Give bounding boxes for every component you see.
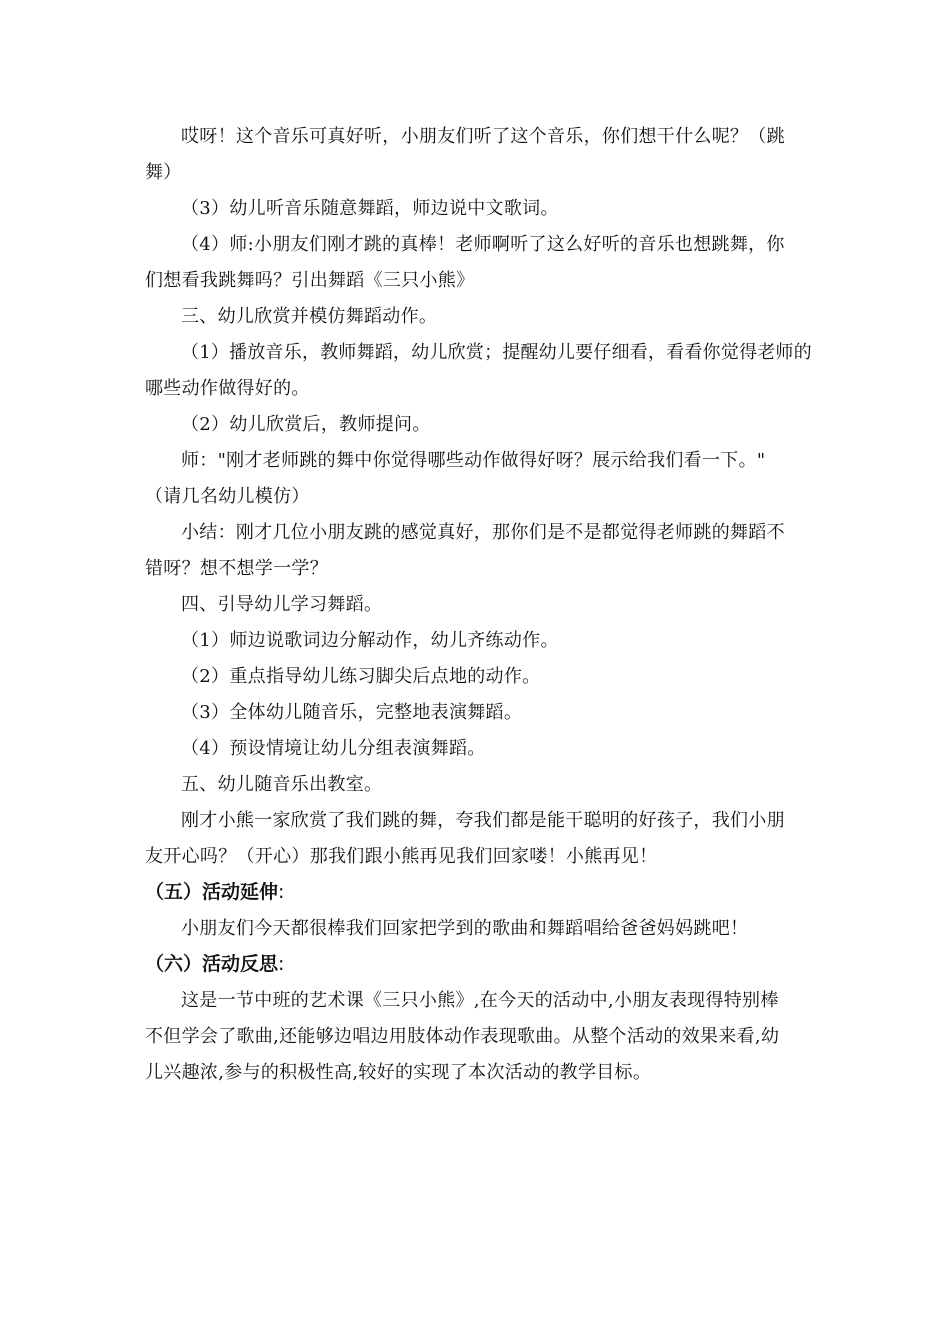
section-five-heading-text: （五）活动延伸 (145, 881, 279, 903)
paragraph-line: 哎呀！这个音乐可真好听，小朋友们听了这个音乐，你们想干什么呢？（跳 (181, 126, 785, 147)
section-six-body-line: 儿兴趣浓,参与的积极性高,较好的实现了本次活动的教学目标。 (145, 1062, 652, 1083)
section-heading-three: 三、幼儿欣赏并模仿舞蹈动作。 (181, 306, 438, 327)
paragraph-line: 小结：刚才几位小朋友跳的感觉真好，那你们是不是都觉得老师跳的舞蹈不 (181, 522, 785, 543)
paragraph-line: （2）幼儿欣赏后，教师提问。 (181, 414, 431, 435)
paragraph-line: 友开心吗？（开心）那我们跟小熊再见我们回家喽！小熊再见！ (145, 846, 658, 867)
paragraph-line: （4）预设情境让幼儿分组表演舞蹈。 (181, 738, 486, 759)
paragraph-line: 舞） (145, 162, 182, 183)
section-five-heading (145, 879, 284, 905)
section-six-body-line: 这是一节中班的艺术课《三只小熊》,在今天的活动中,小朋友表现得特别棒 (181, 990, 779, 1011)
section-six-body-line: 不但学会了歌曲,还能够边唱边用肢体动作表现歌曲。从整个活动的效果来看,幼 (145, 1026, 780, 1047)
section-six-heading-colon: : (278, 953, 285, 975)
section-six-heading-text: （六）活动反思 (145, 953, 279, 975)
paragraph-line: （4）师:小朋友们刚才跳的真棒！老师啊听了这么好听的音乐也想跳舞，你 (181, 234, 785, 255)
paragraph-line: （3）全体幼儿随音乐，完整地表演舞蹈。 (181, 702, 523, 723)
paragraph-line: （2）重点指导幼儿练习脚尖后点地的动作。 (181, 666, 541, 687)
paragraph-line: 们想看我跳舞吗？引出舞蹈《三只小熊》 (145, 270, 475, 291)
section-five-heading-colon: : (278, 881, 285, 903)
paragraph-line: （3）幼儿听音乐随意舞蹈，师边说中文歌词。 (181, 198, 559, 219)
section-heading-five-item: 五、幼儿随音乐出教室。 (181, 774, 383, 795)
paragraph-line: （1）播放音乐，教师舞蹈，幼儿欣赏；提醒幼儿要仔细看，看看你觉得老师的 (181, 342, 812, 363)
paragraph-line: （请几名幼儿模仿） (145, 486, 310, 507)
paragraph-line: （1）师边说歌词边分解动作，幼儿齐练动作。 (181, 630, 559, 651)
paragraph-line: 哪些动作做得好的。 (145, 378, 310, 399)
paragraph-line: 错呀？想不想学一学？ (145, 558, 328, 579)
paragraph-line: 刚才小熊一家欣赏了我们跳的舞，夸我们都是能干聪明的好孩子，我们小朋 (181, 810, 785, 831)
section-six-heading (145, 951, 284, 977)
section-five-body: 小朋友们今天都很棒我们回家把学到的歌曲和舞蹈唱给爸爸妈妈跳吧！ (181, 918, 749, 939)
paragraph-line: 师："刚才老师跳的舞中你觉得哪些动作做得好呀？展示给我们看一下。" (181, 450, 766, 471)
section-heading-four: 四、引导幼儿学习舞蹈。 (181, 594, 383, 615)
